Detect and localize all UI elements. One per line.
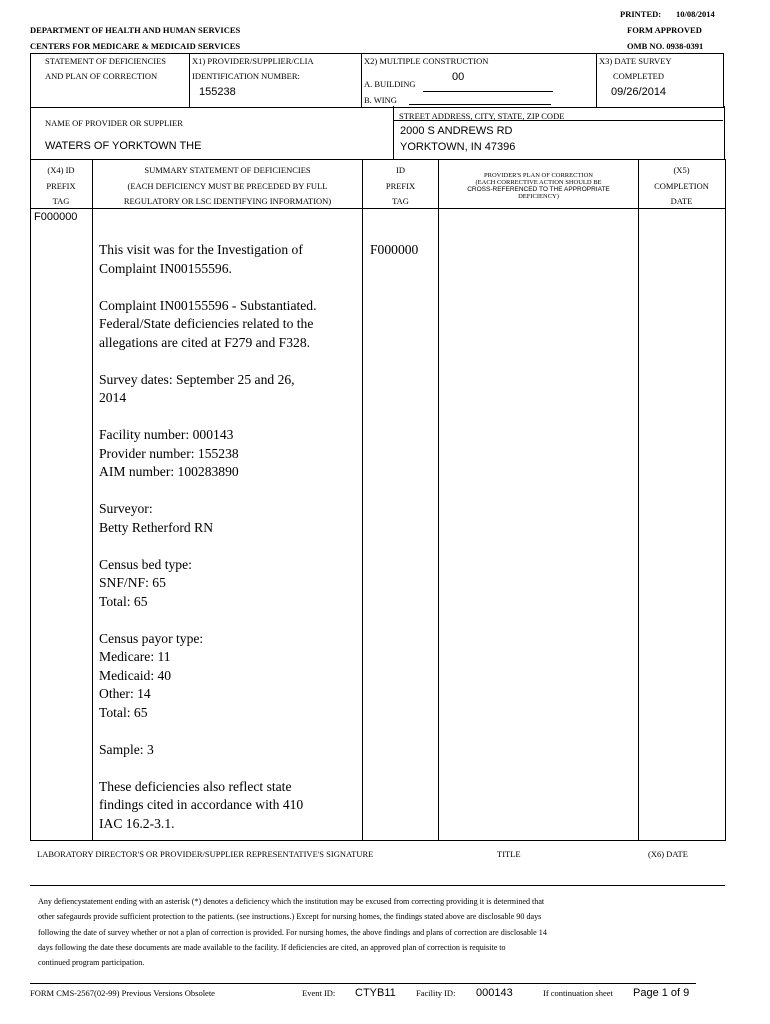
x1-label-1: X1) PROVIDER/SUPPLIER/CLIA [192,56,314,66]
provider-name-value: WATERS OF YORKTOWN THE [45,140,202,152]
dept-name: DEPARTMENT OF HEALTH AND HUMAN SERVICES [30,25,241,35]
summary-line: Complaint IN00155596. [99,260,232,276]
summary-line: allegations are cited at F279 and F328. [99,334,311,350]
address-label: STREET ADDRESS, CITY, STATE, ZIP CODE [399,111,565,121]
summary-line: Medicare: 11 [99,649,171,664]
notice-line: continued program participation. [38,958,145,968]
building-label: A. BUILDING [364,79,416,89]
x6-date-label: (X6) DATE [648,849,688,859]
summary-line: IAC 16.2-3.1. [99,815,175,831]
statement-label-1: STATEMENT OF DEFICIENCIES [45,56,167,66]
x2-label: X2) MULTIPLE CONSTRUCTION [364,56,489,66]
summary-line: Sample: 3 [99,741,154,757]
id-header-2: PREFIX [385,181,416,191]
summary-line: Total: 65 [99,704,148,720]
survey-date-value: 09/26/2014 [611,86,667,98]
summary-paragraph [99,630,359,723]
notice-line: Any defiencystatement ending with an asterisk (*) denotes a deficiency which the institution may be excused from correcting providing it is determined that [38,897,545,906]
plan-header-3: CROSS-REFERENCED TO THE APPROPRIATE [467,186,610,193]
summary-header-2: (EACH DEFICIENCY MUST BE PRECEDED BY FULL [127,181,328,191]
summary-line: 2014 [99,390,127,405]
x1-label-2: IDENTIFICATION NUMBER: [192,71,300,81]
deficiency-summary-text [99,241,359,852]
event-id-label: Event ID: [302,988,336,998]
facility-id-label: Facility ID: [416,988,456,998]
summary-line: Census payor type: [99,630,204,646]
summary-line: Census bed type: [99,556,192,572]
address-line-2: YORKTOWN, IN 47396 [400,141,516,153]
summary-line: Surveyor: [99,501,153,516]
event-id-value: CTYB11 [355,987,396,999]
x4-header-2: PREFIX [46,181,76,191]
x4-header-3: TAG [52,196,70,206]
x3-label-1: X3) DATE SURVEY [599,56,672,66]
summary-line: Betty Retherford RN [99,519,214,535]
right-prefix-tag: F000000 [370,242,419,257]
summary-line: Federal/State deficiencies related to the [99,316,314,331]
summary-line: This visit was for the Investigation of [99,242,303,257]
printed-label: PRINTED: [620,9,662,19]
signature-label: LABORATORY DIRECTOR'S OR PROVIDER/SUPPLIER REPRESENTATIVE'S SIGNATURE [37,849,374,859]
wing-label: B. WING [364,95,397,105]
x5-header-2: COMPLETION [654,181,709,191]
notice-line: following the date of survey whether or not a plan of correction is provided. For nursing homes, the above findings and plans of correction are disclosable 14 [38,927,547,937]
x3-label-2: COMPLETED [613,71,664,81]
plan-header-1: PROVIDER'S PLAN OF CORRECTION [484,172,593,179]
notice-line: days following the date these documents are made available to the facility. If deficiencies are cited, an approved plan of correction is requisite to [38,942,506,952]
summary-header-1: SUMMARY STATEMENT OF DEFICIENCIES [144,165,311,175]
facility-id-value: 000143 [476,987,513,999]
summary-paragraph [99,297,359,353]
form-number: FORM CMS-2567(02-99) Previous Versions Obsolete [30,988,215,998]
summary-line: Provider number: 155238 [99,445,239,461]
summary-line: SNF/NF: 65 [99,575,166,590]
page-number: Page 1 of 9 [633,987,690,999]
disclosure-notice [38,894,547,970]
building-value: 00 [452,71,465,83]
x4-header-1: (X4) ID [47,165,75,175]
id-header-3: TAG [392,196,409,206]
provider-name-label: NAME OF PROVIDER OR SUPPLIER [45,118,183,128]
address-line-1: 2000 S ANDREWS RD [400,125,513,137]
summary-paragraph [99,556,359,612]
omb-number: OMB NO. 0938-0391 [627,41,704,51]
plan-header-4: DEFICIENCY) [518,193,559,200]
plan-header-2: (EACH CORRECTIVE ACTION SHOULD BE [475,179,602,186]
summary-line: Survey dates: September 25 and 26, [99,371,295,387]
centers-name: CENTERS FOR MEDICARE & MEDICAID SERVICES [30,41,241,51]
summary-paragraph [99,241,359,278]
form-approved: FORM APPROVED [627,25,702,35]
summary-paragraph [99,741,359,760]
summary-paragraph [99,371,359,408]
summary-paragraph [99,426,359,482]
summary-line: Facility number: 000143 [99,427,234,442]
summary-paragraph [99,500,359,537]
summary-line: Other: 14 [99,686,151,701]
statement-label-2: AND PLAN OF CORRECTION [45,71,158,81]
printed-date: 10/08/2014 [676,9,715,19]
x5-header-3: DATE [670,196,693,206]
summary-line: findings cited in accordance with 410 [99,797,304,812]
summary-line: Medicaid: 40 [99,667,172,683]
summary-line: Total: 65 [99,593,148,609]
summary-line: AIM number: 100283890 [99,464,239,479]
summary-header-3: REGULATORY OR LSC IDENTIFYING INFORMATION) [123,196,332,206]
left-prefix-tag: F000000 [34,211,78,223]
notice-line: other safegaurds provide sufficient protection to the patients. (see instructions.) Except for nursing homes, the findings stated above are disclosable 90 days [38,912,542,922]
x5-header-1: (X5) [673,165,690,175]
id-header-1: ID [396,165,405,175]
provider-id-value: 155238 [199,86,236,98]
title-label: TITLE [497,849,521,859]
continuation-label: If continuation sheet [543,988,613,998]
summary-line: Complaint IN00155596 - Substantiated. [99,297,317,313]
summary-paragraph [99,778,359,834]
summary-line: These deficiencies also reflect state [99,778,292,794]
